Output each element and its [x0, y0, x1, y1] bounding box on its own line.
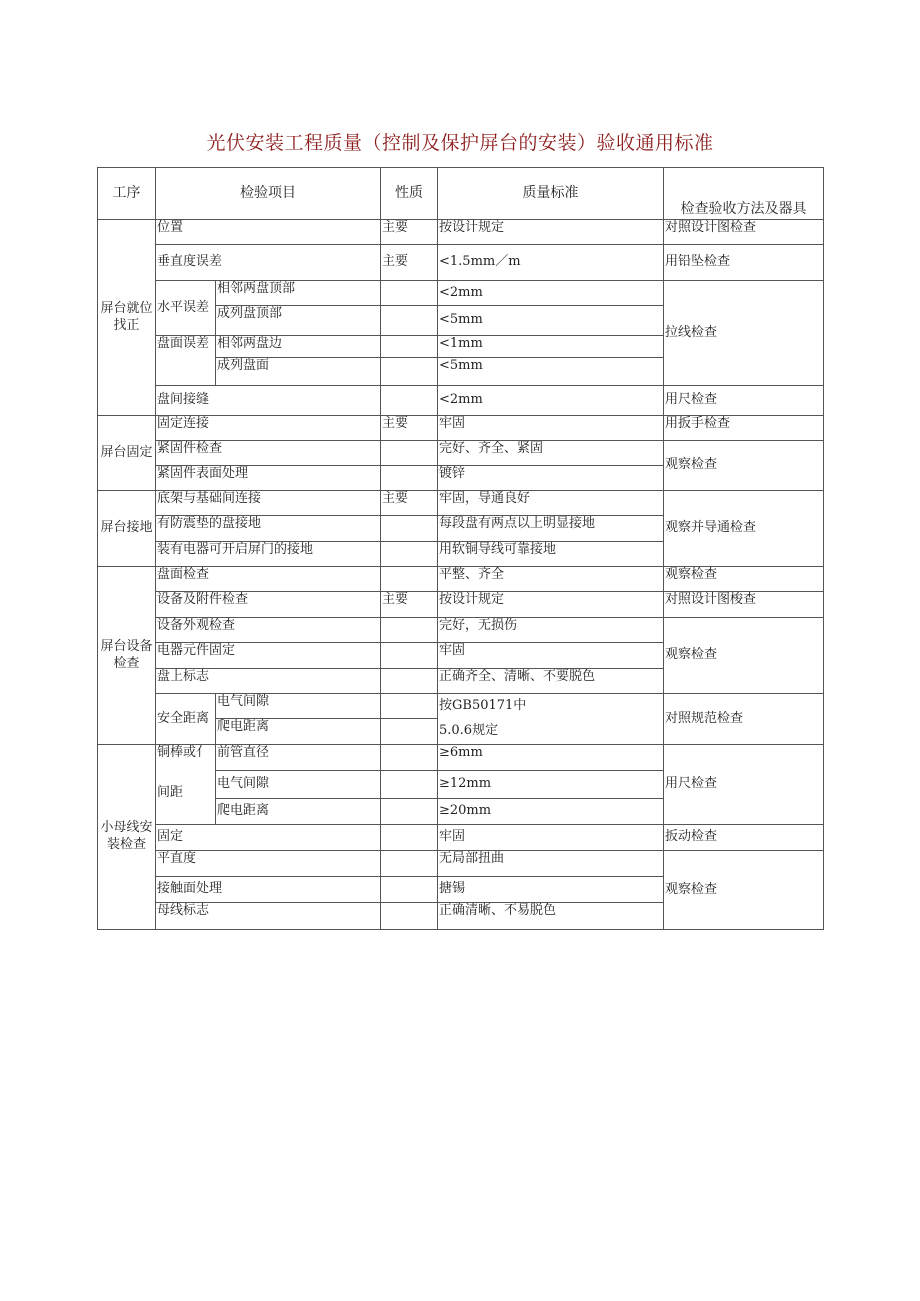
method-cell: 对照规范检查 — [664, 694, 824, 745]
standard-cell: 正确清晰、不易脱色 — [438, 903, 664, 930]
standard-cell: <1.5mm／m — [438, 245, 664, 281]
item-cell: 平直度 — [156, 851, 381, 877]
category-cell: 间距 — [156, 771, 216, 825]
standard-cell: 牢固 — [438, 416, 664, 441]
sub-item-cell: 电气间隙 — [216, 771, 381, 799]
nature-cell — [381, 643, 438, 669]
item-cell: 紧固件表面处理 — [156, 466, 381, 491]
standard-cell: 牢固 — [438, 643, 664, 669]
process-cell: 小母线安装检查 — [98, 745, 156, 930]
nature-cell: 主要 — [381, 220, 438, 245]
table-row — [98, 851, 824, 877]
standard-cell: 用软铜导线可靠接地 — [438, 542, 664, 567]
method-cell: 观察检查 — [664, 567, 824, 592]
table-row — [98, 825, 824, 851]
item-cell: 设备及附件检查 — [156, 592, 381, 618]
nature-cell — [381, 618, 438, 643]
process-cell: 屏台设备检查 — [98, 567, 156, 745]
item-cell: 底架与基础间连接 — [156, 491, 381, 516]
method-cell: 用尺检查 — [664, 387, 824, 416]
sub-item-cell: 成列盘面 — [216, 358, 381, 386]
nature-cell — [381, 719, 438, 745]
header-standard: 质量标准 — [438, 168, 664, 220]
standard-cell: 牢固，导通良好 — [438, 491, 664, 516]
nature-cell — [381, 851, 438, 877]
nature-cell — [381, 694, 438, 719]
nature-cell — [381, 306, 438, 336]
category-cell: 水平误差 — [156, 281, 216, 336]
nature-cell — [381, 358, 438, 386]
table-row — [98, 567, 824, 592]
nature-cell — [381, 441, 438, 466]
nature-cell — [381, 387, 438, 416]
nature-cell — [381, 466, 438, 491]
item-cell: 设备外观检查 — [156, 618, 381, 643]
table-row — [98, 416, 824, 441]
standard-cell: 无局部扭曲 — [438, 851, 664, 877]
standard-cell: <1mm — [438, 336, 664, 358]
nature-cell: 主要 — [381, 245, 438, 281]
standard-cell: 按设计规定 — [438, 592, 664, 618]
nature-cell — [381, 799, 438, 825]
table-row — [98, 592, 824, 618]
nature-cell — [381, 336, 438, 358]
sub-item-cell: 爬电距离 — [216, 799, 381, 825]
method-cell: 对照设计图梭查 — [664, 592, 824, 618]
standard-cell: 完好、齐全、紧固 — [438, 441, 664, 466]
sub-item-cell: 爬电距离 — [216, 719, 381, 745]
method-cell: 用铅坠检查 — [664, 245, 824, 281]
nature-cell — [381, 771, 438, 799]
header-process: 工序 — [98, 168, 156, 220]
sub-item-cell: 电气间隙 — [216, 694, 381, 719]
standard-cell: ≥20mm — [438, 799, 664, 825]
method-cell: 观察检查 — [664, 441, 824, 491]
nature-cell — [381, 825, 438, 851]
sub-item-cell: 相邻两盘边 — [216, 336, 381, 358]
nature-cell — [381, 745, 438, 771]
standard-cell: 牢固 — [438, 825, 664, 851]
method-cell: 观察检查 — [664, 618, 824, 694]
header-item: 检验项目 — [156, 168, 381, 220]
item-cell: 位置 — [156, 220, 381, 245]
nature-cell — [381, 903, 438, 930]
item-cell: 有防震垫的盘接地 — [156, 516, 381, 542]
nature-cell — [381, 542, 438, 567]
item-cell: 紧固件检查 — [156, 441, 381, 466]
sub-item-cell: 成列盘顶部 — [216, 306, 381, 336]
standard-cell: <5mm — [438, 306, 664, 336]
nature-cell — [381, 516, 438, 542]
nature-cell: 主要 — [381, 491, 438, 516]
category-cell: 盘面误差 — [156, 336, 216, 358]
method-cell: 用尺检查 — [664, 745, 824, 825]
table-row — [98, 441, 824, 466]
standard-cell: 按GB50171中 — [438, 694, 664, 719]
standard-cell: 平整、齐全 — [438, 567, 664, 592]
sub-item-cell: 前管直径 — [216, 745, 381, 771]
header-nature: 性质 — [381, 168, 438, 220]
standard-cell: 按设计规定 — [438, 220, 664, 245]
nature-cell — [381, 877, 438, 903]
sub-item-cell: 相邻两盘顶部 — [216, 281, 381, 306]
nature-cell — [381, 669, 438, 694]
table-row — [98, 745, 824, 771]
method-cell: 拉线检查 — [664, 281, 824, 386]
table-row — [98, 245, 824, 281]
table-row — [98, 387, 824, 416]
standard-cell: <2mm — [438, 387, 664, 416]
table-row — [98, 281, 824, 306]
table-row — [98, 618, 824, 643]
category-cell: 铜棒或亻 — [156, 745, 216, 771]
standard-cell: ≥12mm — [438, 771, 664, 799]
standard-cell: 搪锡 — [438, 877, 664, 903]
standard-cell: <5mm — [438, 358, 664, 386]
category-cell — [156, 358, 216, 386]
table-header-row — [98, 168, 824, 220]
table-row — [98, 491, 824, 516]
standard-cell: <2mm — [438, 281, 664, 306]
item-cell: 装有电器可开启屏门的接地 — [156, 542, 381, 567]
item-cell: 盘面检查 — [156, 567, 381, 592]
standard-cell: 镀锌 — [438, 466, 664, 491]
nature-cell: 主要 — [381, 592, 438, 618]
method-cell: 用扳手检查 — [664, 416, 824, 441]
page-title: 光伏安装工程质量（控制及保护屏台的安装）验收通用标准 — [206, 132, 714, 154]
acceptance-standard-table — [97, 167, 824, 930]
standard-cell: 每段盘有两点以上明显接地 — [438, 516, 664, 542]
process-cell: 屏台就位找正 — [98, 220, 156, 416]
method-cell: 对照设计图检查 — [664, 220, 824, 245]
table-row — [98, 220, 824, 245]
item-cell: 接触面处理 — [156, 877, 381, 903]
process-cell: 屏台固定 — [98, 416, 156, 491]
category-cell: 安全距离 — [156, 694, 216, 745]
item-cell: 盘间接缝 — [156, 387, 381, 416]
item-cell: 盘上标志 — [156, 669, 381, 694]
standard-cell: 完好，无损伤 — [438, 618, 664, 643]
standard-cell: 5.0.6规定 — [438, 719, 664, 745]
process-cell: 屏台接地 — [98, 491, 156, 567]
standard-cell: 正确齐全、清晰、不要脱色 — [438, 669, 664, 694]
header-method: 检查验收方法及器具 — [664, 168, 824, 220]
item-cell: 垂直度误差 — [156, 245, 381, 281]
table-row — [98, 694, 824, 719]
nature-cell — [381, 281, 438, 306]
nature-cell: 主要 — [381, 416, 438, 441]
method-cell: 观察并导通检查 — [664, 491, 824, 567]
item-cell: 电器元件固定 — [156, 643, 381, 669]
item-cell: 母线标志 — [156, 903, 381, 930]
method-cell: 扳动检查 — [664, 825, 824, 851]
standard-cell: ≥6mm — [438, 745, 664, 771]
item-cell: 固定连接 — [156, 416, 381, 441]
item-cell: 固定 — [156, 825, 381, 851]
method-cell: 观察检查 — [664, 851, 824, 930]
nature-cell — [381, 567, 438, 592]
